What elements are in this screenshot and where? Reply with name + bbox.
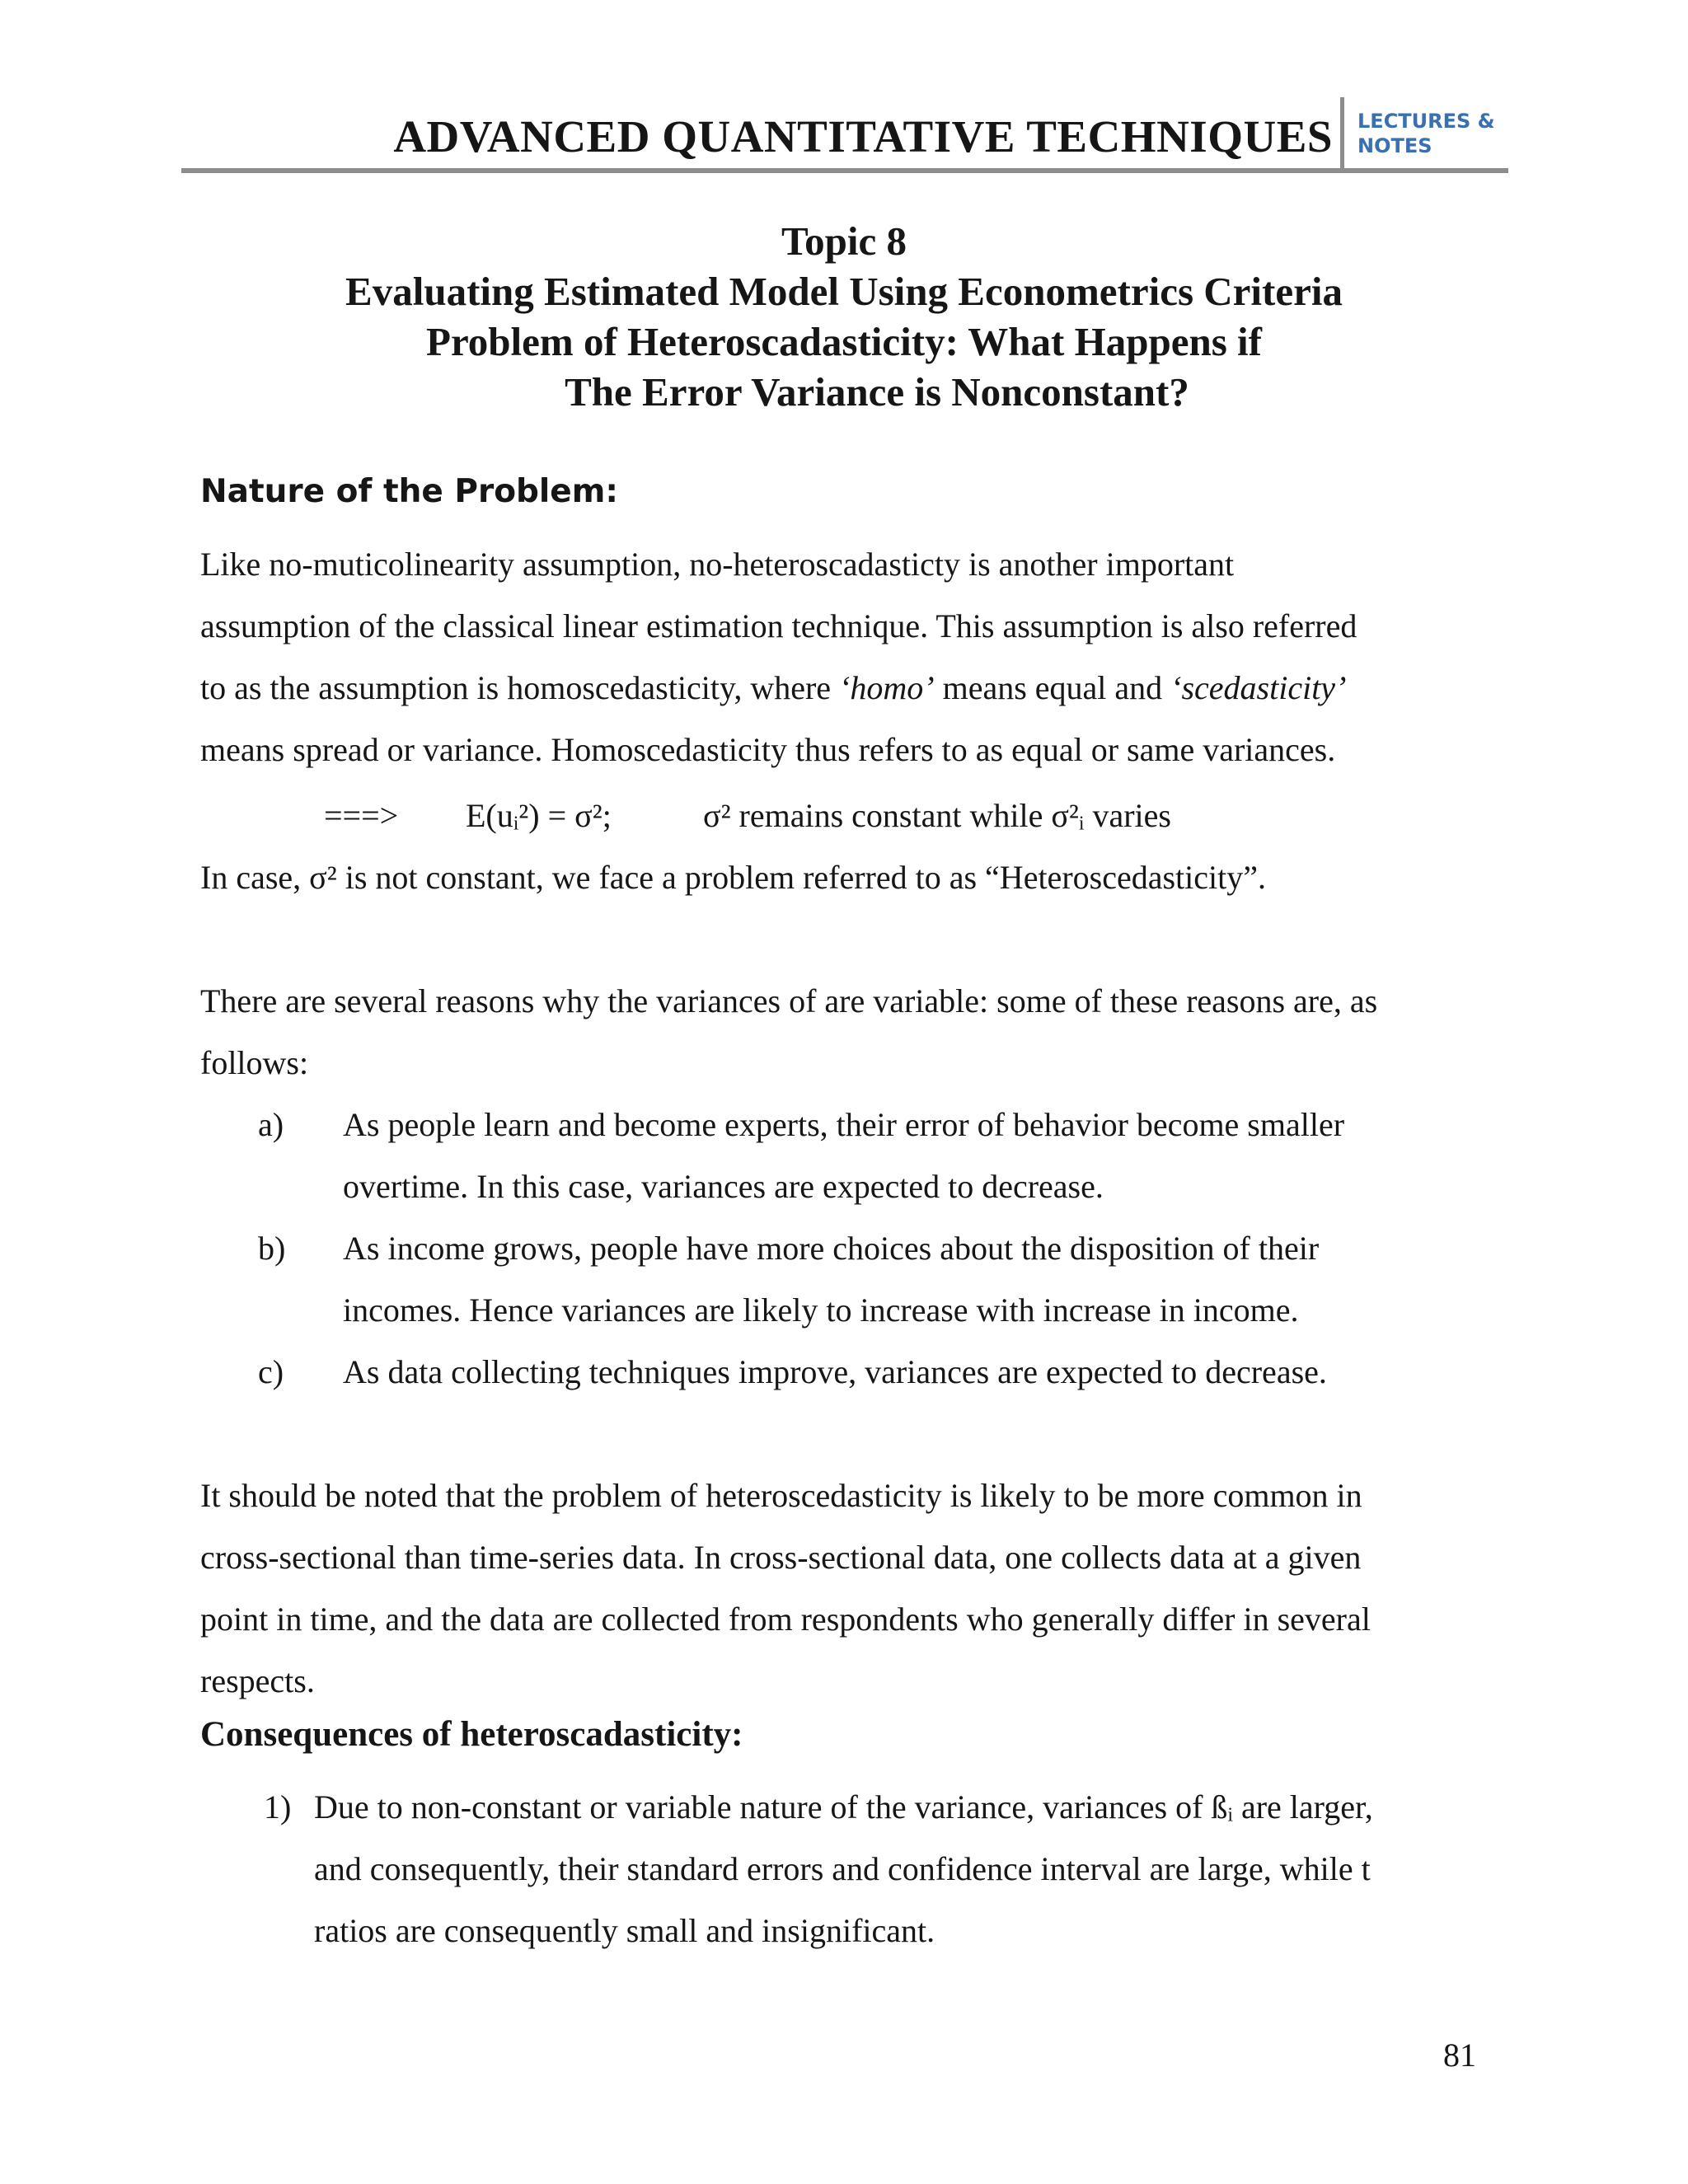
- list-marker: b): [258, 1230, 286, 1267]
- topic-subtitle: Evaluating Estimated Model Using Econometrics Criteria: [345, 269, 1343, 314]
- page-header: [181, 97, 1508, 171]
- text-line: [200, 657, 1357, 719]
- list-text: overtime. In this case, variances are expected to decrease.: [343, 1168, 1104, 1205]
- section-heading-consequences: Consequences of heteroscadasticity:: [200, 1715, 743, 1754]
- paragraph-reasons-intro: [200, 970, 1377, 1094]
- text-run: means equal and: [934, 669, 1171, 706]
- header-tag-line2: NOTES: [1357, 134, 1432, 157]
- header-title: ADVANCED QUANTITATIVE TECHNIQUES: [393, 111, 1333, 162]
- text-run: to as the assumption is homoscedasticity, where: [200, 669, 840, 706]
- header-tag-line1: LECTURES &: [1357, 110, 1495, 133]
- text-line: It should be noted that the problem of heteroscedasticity is likely to be more common in: [200, 1477, 1362, 1514]
- list-marker: a): [258, 1106, 284, 1143]
- paragraph-nature: [200, 533, 1357, 780]
- list-text: and consequently, their standard errors and confidence interval are large, while t: [314, 1850, 1371, 1887]
- equation-note: σ² remains constant while σ²ᵢ varies: [703, 797, 1171, 834]
- text-line: assumption of the classical linear estimation technique. This assumption is also referred: [200, 607, 1357, 644]
- equation-expression: E(uᵢ²) = σ²;: [466, 797, 612, 834]
- text-line: cross-sectional than time-series data. In cross-sectional data, one collects data at a given: [200, 1539, 1362, 1576]
- list-marker: c): [258, 1353, 284, 1390]
- text-line: respects.: [200, 1662, 315, 1699]
- header-rule: [181, 168, 1508, 173]
- text-line: follows:: [200, 1044, 309, 1081]
- topic-problem-line2: The Error Variance is Nonconstant?: [565, 369, 1189, 415]
- text-line: In case, σ² is not constant, we face a problem referred to as “Heteroscedasticity”.: [200, 859, 1266, 896]
- list-text: ratios are consequently small and insignificant.: [314, 1912, 935, 1949]
- term-homo: ‘homo’: [839, 669, 935, 706]
- list-marker: 1): [264, 1788, 292, 1825]
- list-text: As people learn and become experts, their error of behavior become smaller: [343, 1106, 1345, 1143]
- list-text: As income grows, people have more choices about the disposition of their: [343, 1230, 1320, 1267]
- topic-problem-line1: Problem of Heteroscadasticity: What Happens if: [426, 319, 1262, 364]
- topic-number: Topic 8: [781, 218, 907, 264]
- paragraph-cross-sectional: [200, 1465, 1371, 1712]
- text-line: Like no-muticolinearity assumption, no-heteroscadasticty is another important: [200, 546, 1235, 583]
- list-text: Due to non-constant or variable nature of the variance, variances of ßᵢ are larger,: [314, 1788, 1373, 1825]
- text-line: means spread or variance. Homoscedasticity thus refers to as equal or same variances.: [200, 731, 1336, 768]
- topic-title: [0, 216, 1688, 417]
- term-scedasticity: ‘scedasticity’: [1170, 669, 1347, 706]
- header-tag: [1357, 109, 1495, 158]
- equation-arrow: ===>: [324, 797, 399, 834]
- text-line: point in time, and the data are collected from respondents who generally differ in several: [200, 1601, 1371, 1638]
- page-number: 81: [1443, 2036, 1476, 2074]
- list-text: incomes. Hence variances are likely to increase with increase in income.: [343, 1291, 1299, 1329]
- paragraph-heteroscedasticity: [200, 846, 1266, 908]
- section-heading-nature: Nature of the Problem:: [200, 473, 618, 510]
- list-text: As data collecting techniques improve, variances are expected to decrease.: [343, 1353, 1327, 1390]
- text-line: There are several reasons why the variances of are variable: some of these reasons are, as: [200, 982, 1378, 1019]
- header-divider: [1340, 97, 1344, 170]
